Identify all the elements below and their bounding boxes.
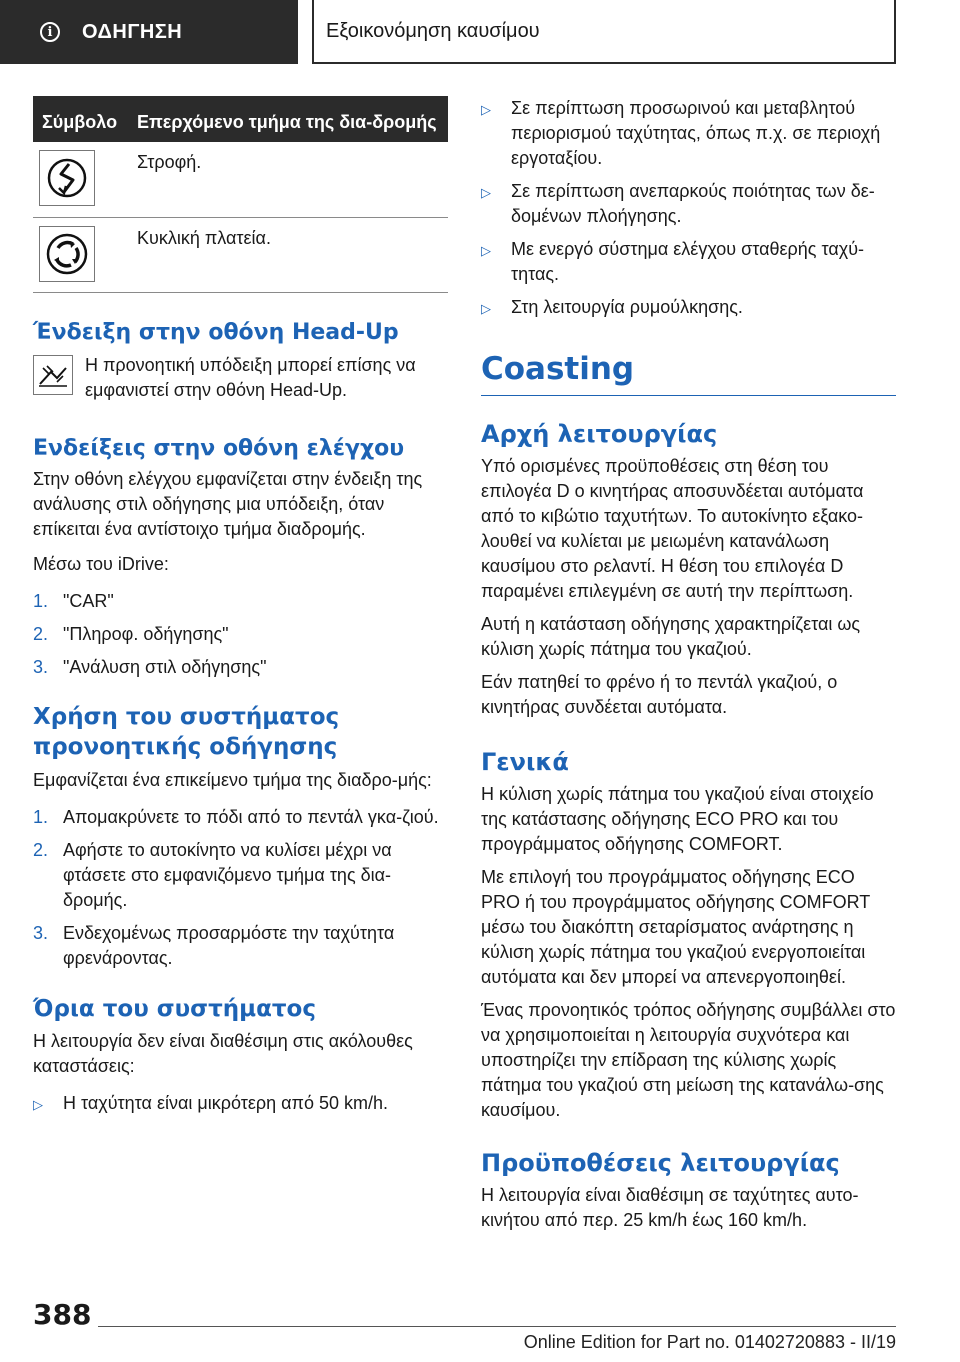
list-item: 3. Ενδεχομένως προσαρμόστε την ταχύτητα φρενάροντας. — [33, 922, 395, 968]
list-item: ▷ Η ταχύτητα είναι μικρότερη από 50 km/h. — [33, 1092, 388, 1113]
general-heading: Γενικά — [481, 748, 569, 776]
requirements-heading: Προϋποθέσεις λειτουργίας — [481, 1149, 840, 1177]
table-header-symbol: Σύμβολο — [33, 96, 129, 142]
requirements-paragraph: Η λειτουργία είναι διαθέσιμη σε ταχύτητες αυτο-κινήτου από περ. 25 km/h έως 160 km/h. — [481, 1185, 859, 1230]
usage-text: Εμφανίζεται ένα επικείμενο τμήμα της διαδρο-μής: — [33, 769, 432, 790]
list-item: ▷ Σε περίπτωση προσωρινού και μεταβλητού περιορισμού ταχύτητας, όπως π.χ. σε περιοχή εργοταξίου. — [481, 98, 881, 168]
coasting-divider — [481, 395, 896, 396]
general-paragraph: Ένας προνοητικός τρόπος οδήγησης συμβάλλει στο να χρησιμοποιείται η λειτουργία συχνότερα και υποστηρίζει την επίδραση της κύλισης χωρίς πάτημα του γκαζιού στη μείωση της κατανάλω-σης καυσίμου. — [481, 1000, 896, 1120]
principle-heading: Αρχή λειτουργίας — [481, 420, 718, 448]
limits-list-left — [33, 1091, 448, 1117]
list-item: ▷ Στη λειτουργία ρυμούλκησης. — [481, 297, 743, 317]
control-display-heading: Ενδείξεις στην οθόνη ελέγχου — [33, 435, 405, 461]
list-item: 1. "CAR" — [33, 590, 114, 611]
left-column — [33, 96, 448, 1125]
limits-heading: Όρια του συστήματος — [33, 995, 316, 1022]
list-item: 1. Απομακρύνετε το πόδι από το πεντάλ γκα-ζιού. — [33, 806, 439, 827]
control-display-text: Στην οθόνη ελέγχου εμφανίζεται στην ένδειξη της ανάλυσης στιλ οδήγησης μια υπόδειξη, όταν επίκειται ένα αντίστοιχο τμήμα διαδρομής. — [33, 468, 423, 539]
footer-divider — [98, 1326, 896, 1327]
hud-heading: Ένδειξη στην οθόνη Head-Up — [33, 319, 399, 345]
principle-paragraph: Αυτή η κατάσταση οδήγησης χαρακτηρίζεται ως κύλιση χωρίς πάτημα του γκαζιού. — [481, 614, 861, 659]
table-header-section: Επερχόμενο τμήμα της δια-δρομής — [129, 96, 448, 142]
page-number: 388 — [33, 1298, 92, 1331]
chapter-title: Εξοικονόμηση καυσίμου — [312, 0, 896, 64]
section-tab — [0, 0, 298, 64]
head-up-display-icon — [33, 355, 73, 395]
via-idrive-text: Μέσω του iDrive: — [33, 553, 169, 574]
hud-text: Η προνοητική υπόδειξη μπορεί επίσης να εμφανιστεί στην οθόνη Head-Up. — [85, 354, 416, 400]
symbol-table — [33, 96, 448, 293]
hud-note — [33, 353, 448, 403]
principle-paragraph: Εάν πατηθεί το φρένο ή το πεντάλ γκαζιού, ο κινητήρας συνδέεται αυτόματα. — [481, 672, 838, 717]
section-label: ΟΔΗΓΗΣΗ — [82, 20, 183, 43]
table-row — [33, 142, 448, 217]
table-row — [33, 217, 448, 292]
principle-paragraph: Υπό ορισμένες προϋποθέσεις στη θέση του επιλογέα D ο κινητήρας αποσυνδέεται αυτόματα από το κιβώτιο ταχυτήτων. Το αυτοκίνητο εξακο-λουθεί να κυλίεται με μειωμένη κατανάλωση καυσίμου στο ρελαντί. Η θέση του επιλογέα D παραμένει επιλεγμένη σε αυτή την περίπτωση. — [481, 456, 864, 601]
info-icon: i — [40, 22, 60, 42]
list-item: 2. "Πληροφ. οδήγησης" — [33, 623, 229, 644]
edition-text: Online Edition for Part no. 01402720883 - II/19 — [523, 1332, 896, 1352]
list-item: 3. "Ανάλυση στιλ οδήγησης" — [33, 656, 267, 677]
curve-road-icon — [39, 150, 95, 206]
list-item: ▷ Με ενεργό σύστημα ελέγχου σταθερής ταχύ-τητας. — [481, 239, 865, 284]
list-item: ▷ Σε περίπτωση ανεπαρκούς ποιότητας των δε-δομένων πλοήγησης. — [481, 181, 875, 226]
table-cell-text: Κυκλική πλατεία. — [129, 217, 448, 292]
table-cell-text: Στροφή. — [129, 142, 448, 217]
limits-text: Η λειτουργία δεν είναι διαθέσιμη στις ακόλουθες καταστάσεις: — [33, 1030, 413, 1076]
coasting-title: Coasting — [481, 351, 635, 387]
roundabout-icon — [39, 226, 95, 282]
general-paragraph: Με επιλογή του προγράμματος οδήγησης ECO PRO ή του προγράμματος οδήγησης COMFORT μέσω του διακόπτη σεταρίσματος ανάρτησης η κύλιση χωρίς πάτημα του γκαζιού ενεργοποιείται αυτόματα και δεν μπορεί να απενεργοποιηθεί. — [481, 867, 870, 987]
general-paragraph: Η κύλιση χωρίς πάτημα του γκαζιού είναι στοιχείο της κατάστασης οδήγησης ECO PRO και του προγράμματος οδήγησης COMFORT. — [481, 784, 874, 854]
list-item: 2. Αφήστε το αυτοκίνητο να κυλίσει μέχρι να φτάσετε στο εμφανιζόμενο τμήμα της δια-δρομής. — [33, 839, 392, 910]
idrive-steps — [33, 589, 448, 680]
usage-heading: Χρήση του συστήματος προνοητικής οδήγησης — [33, 703, 340, 760]
usage-steps — [33, 805, 448, 971]
limits-list-right — [481, 96, 896, 321]
right-column — [481, 96, 896, 1241]
